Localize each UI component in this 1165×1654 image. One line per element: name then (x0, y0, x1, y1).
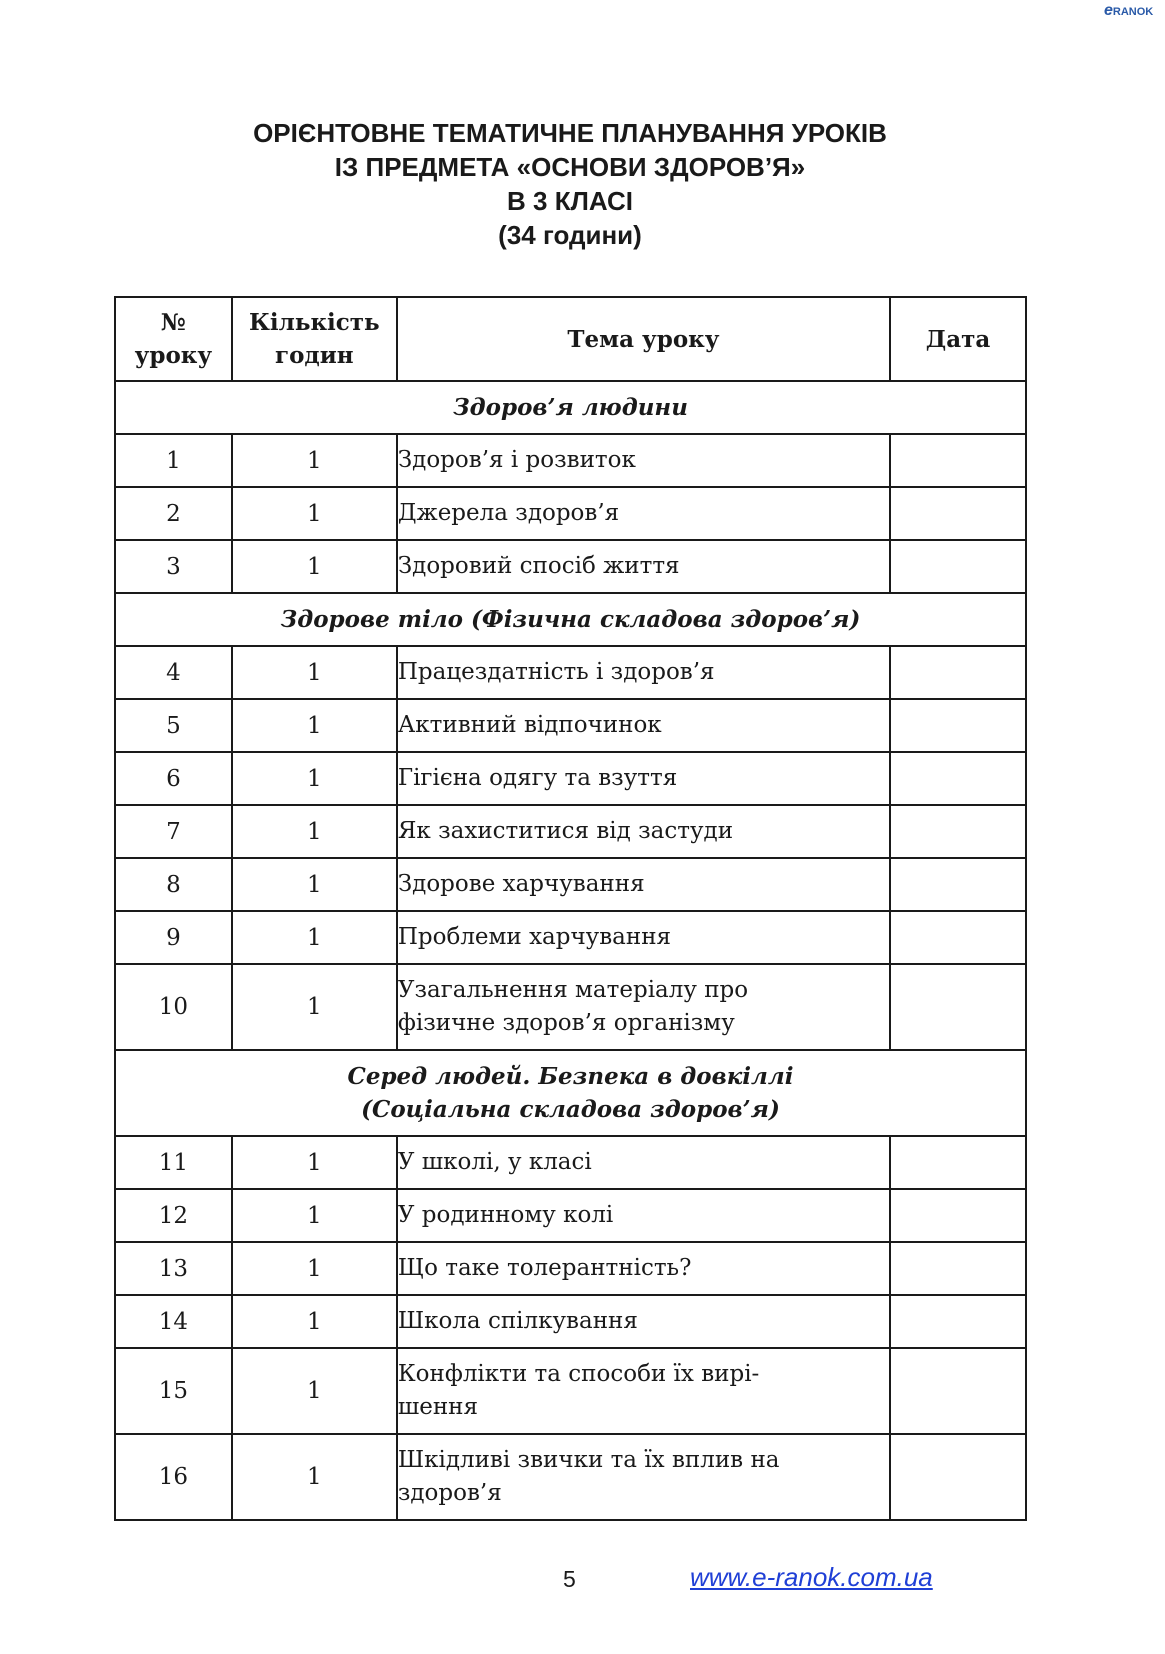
section-title-line1: Здорове тіло (Фізична складова здоров’я) (280, 606, 861, 633)
topic-line1: Конфлікти та способи їх вирі- (397, 1361, 760, 1387)
lesson-number-cell: 7 (115, 805, 232, 858)
date-cell[interactable] (890, 646, 1026, 699)
topic-line1: Здорове харчування (397, 871, 645, 897)
topic-cell (397, 1136, 890, 1189)
topic-line1: Школа спілкування (397, 1308, 638, 1334)
hours-cell: 1 (232, 911, 397, 964)
header-lesson-number (115, 297, 232, 381)
table-row (115, 805, 1026, 858)
hours-cell: 1 (232, 487, 397, 540)
topic-line1: Працездатність і здоров’я (397, 659, 715, 685)
header-num-line1: № (160, 309, 186, 336)
publisher-logo (1104, 2, 1153, 20)
section-row (115, 381, 1026, 434)
topic-line1: Узагальнення матеріалу про (397, 977, 749, 1003)
hours-cell: 1 (232, 805, 397, 858)
topic-cell (397, 752, 890, 805)
table-row (115, 1136, 1026, 1189)
hours-cell: 1 (232, 1136, 397, 1189)
lesson-number-cell: 10 (115, 964, 232, 1050)
topic-line1: У родинному колі (397, 1202, 614, 1228)
date-cell[interactable] (890, 1242, 1026, 1295)
section-title-line1: Серед людей. Безпека в довкіллі (347, 1063, 794, 1090)
topic-line1: Здоров’я і розвиток (397, 447, 636, 473)
lesson-number-cell: 8 (115, 858, 232, 911)
topic-line1: Проблеми харчування (397, 924, 672, 950)
hours-cell: 1 (232, 540, 397, 593)
title-line-4: (34 години) (498, 220, 642, 250)
title-line-2: ІЗ ПРЕДМЕТА «ОСНОВИ ЗДОРОВ’Я» (334, 152, 806, 182)
topic-line2: здоров’я (397, 1480, 502, 1506)
topic-cell (397, 964, 890, 1050)
page-number: 5 (563, 1566, 576, 1592)
table-body (115, 381, 1026, 1520)
topic-cell (397, 1434, 890, 1520)
date-cell[interactable] (890, 752, 1026, 805)
topic-cell (397, 699, 890, 752)
topic-line1: Як захиститися від застуди (397, 818, 734, 844)
date-cell[interactable] (890, 805, 1026, 858)
topic-cell (397, 1189, 890, 1242)
section-title-line1: Здоров’я людини (453, 394, 688, 421)
topic-line2: шення (397, 1394, 479, 1420)
hours-cell: 1 (232, 646, 397, 699)
table-row (115, 1348, 1026, 1434)
date-cell[interactable] (890, 699, 1026, 752)
lesson-number-cell: 3 (115, 540, 232, 593)
topic-cell (397, 434, 890, 487)
date-cell[interactable] (890, 1136, 1026, 1189)
header-num-line2: уроку (134, 342, 213, 369)
hours-cell: 1 (232, 858, 397, 911)
title-line-1: ОРІЄНТОВНЕ ТЕМАТИЧНЕ ПЛАНУВАННЯ УРОКІВ (253, 118, 887, 148)
section-title (115, 1050, 1026, 1136)
topic-line1: Активний відпочинок (397, 712, 662, 738)
lesson-number-cell: 2 (115, 487, 232, 540)
table-row (115, 646, 1026, 699)
table-row (115, 1434, 1026, 1520)
header-hours-line1: Кількість (248, 309, 380, 336)
topic-cell (397, 911, 890, 964)
header-topic: Тема уроку (397, 297, 890, 381)
hours-cell: 1 (232, 1348, 397, 1434)
date-cell[interactable] (890, 540, 1026, 593)
hours-cell: 1 (232, 964, 397, 1050)
lesson-number-cell: 16 (115, 1434, 232, 1520)
date-cell[interactable] (890, 911, 1026, 964)
hours-cell: 1 (232, 1295, 397, 1348)
topic-line1: Гігієна одягу та взуття (397, 765, 678, 791)
topic-line1: Джерела здоров’я (397, 500, 620, 526)
table-row (115, 487, 1026, 540)
table-row (115, 1295, 1026, 1348)
title-line-3: В 3 КЛАСІ (507, 186, 633, 216)
hours-cell: 1 (232, 1242, 397, 1295)
section-row (115, 1050, 1026, 1136)
date-cell[interactable] (890, 1295, 1026, 1348)
hours-cell: 1 (232, 752, 397, 805)
lesson-number-cell: 5 (115, 699, 232, 752)
date-cell[interactable] (890, 487, 1026, 540)
topic-line2: фізичне здоров’я організму (397, 1010, 735, 1036)
lesson-number-cell: 15 (115, 1348, 232, 1434)
topic-cell (397, 487, 890, 540)
topic-line1: Шкідливі звички та їх вплив на (397, 1447, 780, 1473)
hours-cell: 1 (232, 1434, 397, 1520)
topic-cell (397, 1348, 890, 1434)
header-date: Дата (890, 297, 1026, 381)
topic-cell (397, 646, 890, 699)
topic-cell (397, 805, 890, 858)
lesson-number-cell: 9 (115, 911, 232, 964)
header-hours (232, 297, 397, 381)
document-title (0, 116, 1140, 252)
header-hours-line2: годин (274, 342, 354, 369)
table-row (115, 752, 1026, 805)
table-row (115, 699, 1026, 752)
date-cell[interactable] (890, 1434, 1026, 1520)
table-row (115, 858, 1026, 911)
section-row (115, 593, 1026, 646)
hours-cell: 1 (232, 699, 397, 752)
date-cell[interactable] (890, 1348, 1026, 1434)
topic-cell (397, 540, 890, 593)
website-link[interactable]: www.e-ranok.com.ua (690, 1562, 933, 1592)
topic-cell (397, 858, 890, 911)
hours-cell: 1 (232, 1189, 397, 1242)
lesson-number-cell: 12 (115, 1189, 232, 1242)
table-row (115, 540, 1026, 593)
table-row (115, 964, 1026, 1050)
table-header-row (115, 297, 1026, 381)
topic-cell (397, 1295, 890, 1348)
section-title (115, 381, 1026, 434)
topic-line1: У школі, у класі (397, 1149, 592, 1175)
table-row (115, 434, 1026, 487)
logo-text: RANOK (1112, 6, 1154, 18)
topic-line1: Здоровий спосіб життя (397, 553, 680, 579)
lesson-plan-table (114, 296, 1027, 1521)
section-title-line2: (Соціальна складова здоров’я) (361, 1096, 780, 1123)
lesson-number-cell: 11 (115, 1136, 232, 1189)
section-title (115, 593, 1026, 646)
logo-mark: e (1104, 2, 1113, 19)
lesson-number-cell: 13 (115, 1242, 232, 1295)
hours-cell: 1 (232, 434, 397, 487)
table-row (115, 1189, 1026, 1242)
table-row (115, 911, 1026, 964)
date-cell[interactable] (890, 964, 1026, 1050)
date-cell[interactable] (890, 434, 1026, 487)
date-cell[interactable] (890, 1189, 1026, 1242)
topic-line1: Що таке толерантність? (397, 1255, 692, 1281)
table-row (115, 1242, 1026, 1295)
topic-cell (397, 1242, 890, 1295)
lesson-number-cell: 4 (115, 646, 232, 699)
lesson-number-cell: 6 (115, 752, 232, 805)
lesson-number-cell: 1 (115, 434, 232, 487)
date-cell[interactable] (890, 858, 1026, 911)
lesson-number-cell: 14 (115, 1295, 232, 1348)
